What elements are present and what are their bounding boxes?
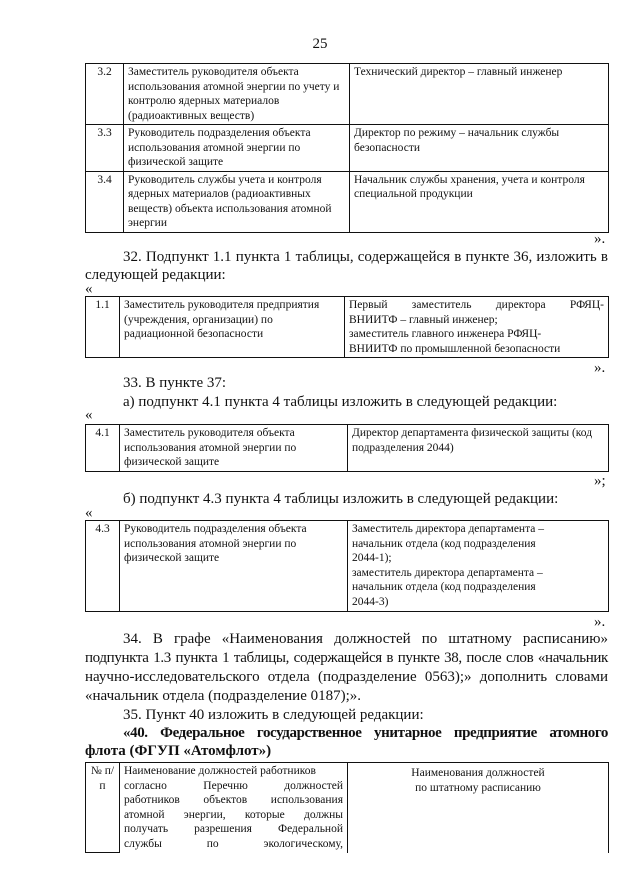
column-header-position (120, 763, 348, 853)
header-line: Наименования должностей (411, 767, 545, 779)
staff-line: ВНИИТФ по промышленной безопасности (349, 342, 561, 355)
paragraph-32: 32. Подпункт 1.1 пункта 1 таблицы, содержащейся в пункте 36, изложить в следующей редакции: (85, 249, 608, 283)
header-line: Наименование должностей работников (124, 765, 316, 777)
column-header-staff (348, 763, 609, 853)
closing-quote: ». (594, 231, 606, 247)
staff-line: 2044-3) (352, 595, 389, 608)
paragraph-35: 35. Пункт 40 изложить в следующей редакции: (123, 707, 424, 723)
position-cell: Руководитель подразделения объекта использования атомной энергии по физической защите (120, 521, 348, 612)
staff-line: Заместитель директора департамента – (352, 523, 544, 535)
position-cell: Заместитель руководителя объекта использования атомной энергии по учету и контролю ядерных материалов (радиоактивных веществ) (124, 64, 350, 125)
closing-quote: ». (594, 360, 606, 376)
header-line: атомной энергии, которые должны (124, 808, 343, 821)
row-number: 4.1 (86, 425, 120, 472)
position-cell: Руководитель службы учета и контроля ядерных материалов (радиоактивных веществ) объекта использования атомной энергии (124, 171, 350, 232)
table-row (86, 521, 609, 612)
paragraph-33a: а) подпункт 4.1 пункта 4 таблицы изложить в следующей редакции: (123, 394, 558, 410)
staff-line: Первый заместитель директора РФЯЦ- (349, 299, 604, 311)
positions-table-1 (85, 296, 609, 358)
table-row (86, 171, 609, 232)
opening-quote: « (85, 407, 93, 423)
header-line: согласно Перечню должностей (124, 779, 343, 792)
table-row (86, 125, 609, 172)
table-row (86, 64, 609, 125)
header-line: получать разрешения Федеральной (124, 823, 343, 835)
page-number: 25 (312, 36, 328, 52)
staff-cell: Технический директор – главный инженер (350, 64, 609, 125)
header-table-40 (85, 762, 609, 853)
staff-line: начальник отдела (код подразделения (352, 581, 536, 593)
position-cell: Руководитель подразделения объекта использования атомной энергии по физической защите (124, 125, 350, 172)
position-cell: Заместитель руководителя предприятия (учреждения, организации) по радиационной безопасности (120, 297, 345, 358)
closing-quote: ». (594, 614, 606, 630)
heading-40-line-2: флота (ФГУП «Атомфлот») (85, 743, 272, 759)
paragraph-34-line-2: подпункта 1.3 пункта 1 таблицы, содержащейся в пункте 38, после слов «начальник (85, 650, 608, 666)
row-number: 3.3 (86, 125, 124, 172)
closing-quote: »; (594, 473, 606, 489)
staff-cell: Директор по режиму – начальник службы безопасности (350, 125, 609, 172)
paragraph-33b: б) подпункт 4.3 пункта 4 таблицы изложить в следующей редакции: (123, 491, 559, 507)
staff-cell (348, 521, 609, 612)
positions-table-4-1 (85, 424, 609, 472)
paragraph-34-line-1: 34. В графе «Наименования должностей по штатному расписанию» (123, 631, 608, 647)
positions-table-3 (85, 63, 609, 233)
header-line: службы по экологическому, (124, 837, 343, 850)
heading-40-line-1: «40. Федеральное государственное унитарное предприятие атомного (123, 725, 608, 741)
staff-line: 2044-1); (352, 552, 392, 564)
table-row (86, 763, 609, 853)
paragraph-34-line-4: «начальник отдела (подразделение 0187);». (85, 688, 362, 704)
row-number: 1.1 (86, 297, 120, 358)
paragraph-34-line-3: научно-исследовательского отдела (подразделение 0563);» дополнить словами (85, 669, 608, 685)
row-number: 3.4 (86, 171, 124, 232)
row-number: 3.2 (86, 64, 124, 125)
opening-quote: « (85, 505, 93, 521)
table-row (86, 297, 609, 358)
position-cell: Заместитель руководителя объекта использования атомной энергии по физической защите (120, 425, 348, 472)
row-number: 4.3 (86, 521, 120, 612)
staff-cell (345, 297, 609, 358)
header-line: по штатному расписанию (415, 781, 541, 794)
staff-cell: Директор департамента физической защиты (код подразделения 2044) (348, 425, 609, 472)
paragraph-33: 33. В пункте 37: (123, 375, 227, 391)
opening-quote: « (85, 281, 93, 297)
table-row (86, 425, 609, 472)
staff-line: начальник отдела (код подразделения (352, 537, 536, 550)
column-header-number: № п/п (86, 763, 120, 853)
staff-line: заместитель главного инженера РФЯЦ- (349, 328, 542, 340)
positions-table-4-3 (85, 520, 609, 612)
staff-cell: Начальник службы хранения, учета и контроля специальной продукции (350, 171, 609, 232)
header-line: работников объектов использования (124, 794, 343, 806)
staff-line: ВНИИТФ – главный инженер; (349, 313, 498, 326)
staff-line: заместитель директора департамента – (352, 566, 543, 579)
